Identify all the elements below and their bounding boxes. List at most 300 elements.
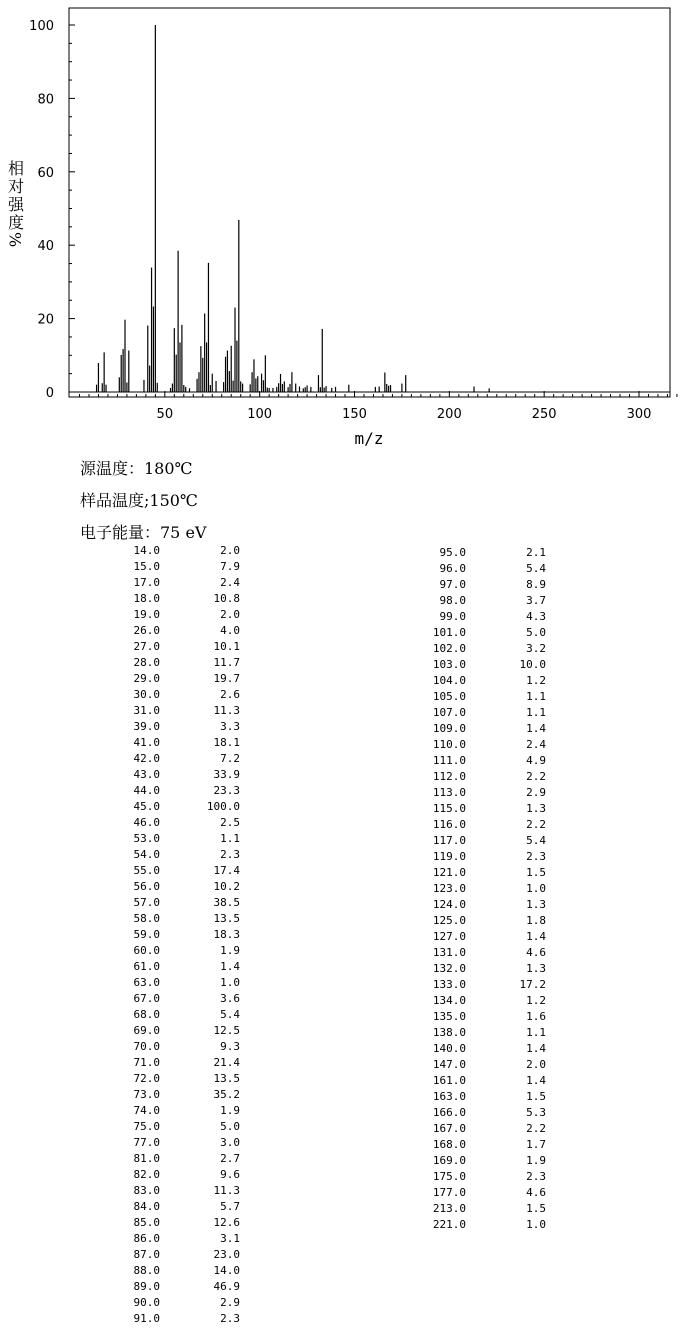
y-axis xyxy=(29,19,75,401)
peak-abundance: 4.6 xyxy=(526,946,546,959)
peak-mz: 138.0 xyxy=(432,1026,466,1039)
peak-row xyxy=(396,625,566,641)
peak-mz: 107.0 xyxy=(432,706,466,719)
peak-abundance: 4.6 xyxy=(526,1186,546,1199)
peak-abundance: 23.3 xyxy=(213,784,240,797)
peak-abundance: 2.2 xyxy=(526,818,546,831)
peak-mz: 177.0 xyxy=(432,1186,466,1199)
peak-abundance: 2.3 xyxy=(220,1312,240,1325)
peak-row xyxy=(396,1089,566,1105)
peak-row xyxy=(90,1055,260,1071)
peak-mz: 86.0 xyxy=(133,1232,160,1245)
peak-mz: 213.0 xyxy=(432,1202,466,1215)
peak-abundance: 11.7 xyxy=(213,656,240,669)
peak-mz: 30.0 xyxy=(133,688,160,701)
peak-row xyxy=(396,913,566,929)
peak-abundance: 2.1 xyxy=(526,546,546,559)
peak-abundance: 2.9 xyxy=(220,1296,240,1309)
peak-abundance: 13.5 xyxy=(213,912,240,925)
peak-abundance: 17.4 xyxy=(213,864,240,877)
peak-abundance: 2.0 xyxy=(220,544,240,557)
peak-mz: 105.0 xyxy=(432,690,466,703)
peak-row xyxy=(90,1167,260,1183)
peak-abundance: 9.3 xyxy=(220,1040,240,1053)
peak-row xyxy=(90,1135,260,1151)
peak-row xyxy=(396,1073,566,1089)
peak-mz: 163.0 xyxy=(432,1090,466,1103)
peak-row xyxy=(90,1023,260,1039)
peak-abundance: 4.0 xyxy=(220,624,240,637)
peak-row xyxy=(396,737,566,753)
x-tick-label: 250 xyxy=(531,407,557,422)
peak-row xyxy=(396,945,566,961)
peak-mz: 58.0 xyxy=(133,912,160,925)
peak-mz: 39.0 xyxy=(133,720,160,733)
peak-abundance: 1.1 xyxy=(526,706,546,719)
peak-abundance: 2.2 xyxy=(526,770,546,783)
peak-row xyxy=(396,1169,566,1185)
peak-mz: 67.0 xyxy=(133,992,160,1005)
peak-mz: 111.0 xyxy=(432,754,466,767)
peak-row xyxy=(90,639,260,655)
peak-abundance: 2.4 xyxy=(220,576,240,589)
peak-mz: 112.0 xyxy=(432,770,466,783)
peak-abundance: 1.9 xyxy=(220,1104,240,1117)
peak-row xyxy=(396,1009,566,1025)
peak-row xyxy=(90,591,260,607)
peak-row xyxy=(90,1087,260,1103)
peak-abundance: 10.8 xyxy=(213,592,240,605)
peak-mz: 102.0 xyxy=(432,642,466,655)
peak-abundance: 5.4 xyxy=(220,1008,240,1021)
peak-mz: 41.0 xyxy=(133,736,160,749)
peak-row xyxy=(90,607,260,623)
peak-abundance: 1.5 xyxy=(526,1202,546,1215)
peak-abundance: 3.0 xyxy=(220,1136,240,1149)
peak-row xyxy=(90,767,260,783)
peak-mz: 56.0 xyxy=(133,880,160,893)
peak-row xyxy=(396,769,566,785)
peak-abundance: 2.9 xyxy=(526,786,546,799)
peak-abundance: 1.3 xyxy=(526,962,546,975)
peak-abundance: 2.3 xyxy=(526,850,546,863)
peak-table-left xyxy=(90,543,260,1327)
peak-mz: 96.0 xyxy=(439,562,466,575)
peak-row xyxy=(90,543,260,559)
peak-mz: 140.0 xyxy=(432,1042,466,1055)
peak-row xyxy=(396,689,566,705)
peak-abundance: 10.0 xyxy=(519,658,546,671)
peak-row xyxy=(396,561,566,577)
peak-abundance: 2.2 xyxy=(526,1122,546,1135)
peak-mz: 115.0 xyxy=(432,802,466,815)
peak-abundance: 2.0 xyxy=(220,608,240,621)
peak-mz: 85.0 xyxy=(133,1216,160,1229)
peak-abundance: 21.4 xyxy=(213,1056,240,1069)
peak-abundance: 1.4 xyxy=(526,1042,546,1055)
peak-row xyxy=(396,929,566,945)
plot-frame xyxy=(69,8,670,397)
peak-row xyxy=(90,863,260,879)
peak-abundance: 18.1 xyxy=(213,736,240,749)
peak-row xyxy=(396,817,566,833)
peak-mz: 81.0 xyxy=(133,1152,160,1165)
peak-row xyxy=(396,657,566,673)
peak-abundance: 5.4 xyxy=(526,834,546,847)
peak-mz: 131.0 xyxy=(432,946,466,959)
peak-abundance: 12.5 xyxy=(213,1024,240,1037)
peak-mz: 60.0 xyxy=(133,944,160,957)
peak-mz: 161.0 xyxy=(432,1074,466,1087)
peak-row xyxy=(90,783,260,799)
peak-abundance: 1.1 xyxy=(220,832,240,845)
peak-mz: 27.0 xyxy=(133,640,160,653)
peak-abundance: 46.9 xyxy=(213,1280,240,1293)
mass-spectrum-chart xyxy=(0,0,680,460)
peak-mz: 91.0 xyxy=(133,1312,160,1325)
peak-mz: 169.0 xyxy=(432,1154,466,1167)
peak-abundance: 1.1 xyxy=(526,690,546,703)
peak-mz: 19.0 xyxy=(133,608,160,621)
peak-abundance: 9.6 xyxy=(220,1168,240,1181)
peak-row xyxy=(90,719,260,735)
peak-mz: 72.0 xyxy=(133,1072,160,1085)
peak-abundance: 1.4 xyxy=(220,960,240,973)
peak-row xyxy=(90,735,260,751)
peak-row xyxy=(90,959,260,975)
x-tick-label: 150 xyxy=(342,407,367,422)
peak-row xyxy=(396,577,566,593)
peak-abundance: 13.5 xyxy=(213,1072,240,1085)
peak-mz: 53.0 xyxy=(133,832,160,845)
peak-mz: 68.0 xyxy=(133,1008,160,1021)
peak-mz: 54.0 xyxy=(133,848,160,861)
y-tick-label: 20 xyxy=(37,312,54,328)
peak-abundance: 8.9 xyxy=(526,578,546,591)
peak-row xyxy=(90,623,260,639)
peak-row xyxy=(396,1041,566,1057)
peak-row xyxy=(396,593,566,609)
peak-mz: 95.0 xyxy=(439,546,466,559)
peak-abundance: 2.0 xyxy=(526,1058,546,1071)
peak-row xyxy=(396,705,566,721)
peak-row xyxy=(396,849,566,865)
peak-row xyxy=(90,879,260,895)
peak-row xyxy=(90,1263,260,1279)
peak-abundance: 4.9 xyxy=(526,754,546,767)
peak-row xyxy=(396,833,566,849)
peak-mz: 125.0 xyxy=(432,914,466,927)
peak-abundance: 5.7 xyxy=(220,1200,240,1213)
peak-abundance: 5.0 xyxy=(526,626,546,639)
y-tick-label: 80 xyxy=(37,92,54,108)
peak-row xyxy=(90,1247,260,1263)
peak-table-right xyxy=(396,545,566,1233)
peak-row xyxy=(396,1057,566,1073)
peak-row xyxy=(90,991,260,1007)
peak-row xyxy=(90,655,260,671)
peak-mz: 63.0 xyxy=(133,976,160,989)
peak-mz: 175.0 xyxy=(432,1170,466,1183)
peak-abundance: 1.1 xyxy=(526,1026,546,1039)
peak-mz: 99.0 xyxy=(439,610,466,623)
peak-row xyxy=(396,1025,566,1041)
peak-abundance: 2.3 xyxy=(220,848,240,861)
peak-row xyxy=(90,1279,260,1295)
peak-row xyxy=(90,575,260,591)
peak-row xyxy=(90,703,260,719)
peak-mz: 57.0 xyxy=(133,896,160,909)
peak-mz: 123.0 xyxy=(432,882,466,895)
peak-abundance: 4.3 xyxy=(526,610,546,623)
peak-mz: 101.0 xyxy=(432,626,466,639)
peak-abundance: 1.4 xyxy=(526,1074,546,1087)
peak-mz: 83.0 xyxy=(133,1184,160,1197)
peak-abundance: 2.5 xyxy=(220,816,240,829)
y-axis-label xyxy=(6,160,25,249)
peak-row xyxy=(90,671,260,687)
peak-mz: 46.0 xyxy=(133,816,160,829)
peak-row xyxy=(396,1137,566,1153)
peak-abundance: 1.0 xyxy=(526,1218,546,1231)
peak-row xyxy=(90,687,260,703)
peak-mz: 221.0 xyxy=(432,1218,466,1231)
peak-mz: 88.0 xyxy=(133,1264,160,1277)
peak-abundance: 3.1 xyxy=(220,1232,240,1245)
peak-mz: 132.0 xyxy=(432,962,466,975)
peak-abundance: 1.0 xyxy=(526,882,546,895)
peak-row xyxy=(90,943,260,959)
peak-abundance: 1.9 xyxy=(526,1154,546,1167)
peak-mz: 124.0 xyxy=(432,898,466,911)
peak-mz: 18.0 xyxy=(133,592,160,605)
peak-mz: 97.0 xyxy=(439,578,466,591)
peak-mz: 133.0 xyxy=(432,978,466,991)
peak-row xyxy=(90,1231,260,1247)
peak-row xyxy=(90,1295,260,1311)
peak-row xyxy=(90,911,260,927)
peak-abundance: 1.4 xyxy=(526,930,546,943)
peak-abundance: 1.9 xyxy=(220,944,240,957)
peak-mz: 104.0 xyxy=(432,674,466,687)
peak-abundance: 1.7 xyxy=(526,1138,546,1151)
peak-mz: 109.0 xyxy=(432,722,466,735)
peak-row xyxy=(90,1151,260,1167)
peak-abundance: 17.2 xyxy=(519,978,546,991)
peak-abundance: 1.8 xyxy=(526,914,546,927)
peak-abundance: 1.5 xyxy=(526,866,546,879)
peak-abundance: 23.0 xyxy=(213,1248,240,1261)
peak-mz: 26.0 xyxy=(133,624,160,637)
peak-mz: 59.0 xyxy=(133,928,160,941)
peak-row xyxy=(90,975,260,991)
peak-mz: 70.0 xyxy=(133,1040,160,1053)
peak-row xyxy=(396,1153,566,1169)
peak-row xyxy=(396,1121,566,1137)
y-tick-label: 0 xyxy=(45,386,54,401)
peak-mz: 31.0 xyxy=(133,704,160,717)
peak-abundance: 2.6 xyxy=(220,688,240,701)
x-axis-label: m/z xyxy=(354,429,384,448)
peak-abundance: 1.2 xyxy=(526,674,546,687)
peak-row xyxy=(396,785,566,801)
x-tick-label: 300 xyxy=(626,407,652,422)
peak-mz: 166.0 xyxy=(432,1106,466,1119)
peak-mz: 84.0 xyxy=(133,1200,160,1213)
y-tick-label: 60 xyxy=(37,165,54,181)
source-temperature: 源温度：180℃ xyxy=(80,459,193,478)
peak-row xyxy=(90,799,260,815)
peak-row xyxy=(396,993,566,1009)
peak-row xyxy=(90,751,260,767)
peak-abundance: 3.7 xyxy=(526,594,546,607)
peak-abundance: 1.3 xyxy=(526,898,546,911)
peak-mz: 45.0 xyxy=(133,800,160,813)
x-tick-label: 50 xyxy=(156,407,174,422)
peak-row xyxy=(90,1199,260,1215)
peak-mz: 98.0 xyxy=(439,594,466,607)
peak-mz: 28.0 xyxy=(133,656,160,669)
peak-abundance: 1.3 xyxy=(526,802,546,815)
spectrum-bars xyxy=(97,25,490,392)
peak-abundance: 14.0 xyxy=(213,1264,240,1277)
peak-abundance: 5.0 xyxy=(220,1120,240,1133)
peak-row xyxy=(90,1103,260,1119)
peak-mz: 113.0 xyxy=(432,786,466,799)
peak-abundance: 1.2 xyxy=(526,994,546,1007)
peak-mz: 135.0 xyxy=(432,1010,466,1023)
peak-mz: 87.0 xyxy=(133,1248,160,1261)
peak-row xyxy=(396,1217,566,1233)
peak-abundance: 100.0 xyxy=(206,800,240,813)
peak-row xyxy=(90,1311,260,1327)
peak-row xyxy=(396,609,566,625)
peak-row xyxy=(396,865,566,881)
peak-row xyxy=(396,1185,566,1201)
peak-mz: 74.0 xyxy=(133,1104,160,1117)
peak-mz: 147.0 xyxy=(432,1058,466,1071)
peak-row xyxy=(90,831,260,847)
peak-abundance: 11.3 xyxy=(213,1184,240,1197)
peak-row xyxy=(396,545,566,561)
peak-mz: 75.0 xyxy=(133,1120,160,1133)
peak-abundance: 1.4 xyxy=(526,722,546,735)
x-tick-label: 200 xyxy=(436,407,462,422)
peak-row xyxy=(90,559,260,575)
peak-mz: 167.0 xyxy=(432,1122,466,1135)
peak-abundance: 19.7 xyxy=(213,672,240,685)
electron-energy: 电子能量：75 eV xyxy=(80,523,207,542)
peak-row xyxy=(90,895,260,911)
peak-mz: 14.0 xyxy=(133,544,160,557)
peak-row xyxy=(396,961,566,977)
peak-row xyxy=(396,753,566,769)
x-axis xyxy=(69,391,677,422)
peak-row xyxy=(90,1119,260,1135)
y-tick-label: 100 xyxy=(29,19,54,34)
peak-abundance: 7.9 xyxy=(220,560,240,573)
peak-mz: 69.0 xyxy=(133,1024,160,1037)
peak-mz: 119.0 xyxy=(432,850,466,863)
peak-abundance: 3.2 xyxy=(526,642,546,655)
peak-mz: 116.0 xyxy=(432,818,466,831)
peak-row xyxy=(396,881,566,897)
y-axis-label-text: 相对强度% xyxy=(5,160,25,250)
peak-abundance: 18.3 xyxy=(213,928,240,941)
peak-mz: 61.0 xyxy=(133,960,160,973)
peak-mz: 73.0 xyxy=(133,1088,160,1101)
peak-mz: 15.0 xyxy=(133,560,160,573)
peak-abundance: 1.5 xyxy=(526,1090,546,1103)
peak-mz: 29.0 xyxy=(133,672,160,685)
peak-row xyxy=(90,1007,260,1023)
peak-mz: 43.0 xyxy=(133,768,160,781)
peak-abundance: 10.2 xyxy=(213,880,240,893)
peak-row xyxy=(396,1105,566,1121)
peak-abundance: 38.5 xyxy=(213,896,240,909)
peak-row xyxy=(90,815,260,831)
peak-abundance: 2.7 xyxy=(220,1152,240,1165)
peak-mz: 134.0 xyxy=(432,994,466,1007)
peak-mz: 121.0 xyxy=(432,866,466,879)
peak-mz: 127.0 xyxy=(432,930,466,943)
peak-mz: 44.0 xyxy=(133,784,160,797)
peak-mz: 55.0 xyxy=(133,864,160,877)
peak-mz: 89.0 xyxy=(133,1280,160,1293)
peak-abundance: 5.3 xyxy=(526,1106,546,1119)
y-tick-label: 40 xyxy=(37,239,54,255)
peak-row xyxy=(396,897,566,913)
peak-row xyxy=(90,927,260,943)
peak-row xyxy=(396,801,566,817)
peak-row xyxy=(90,1039,260,1055)
peak-row xyxy=(396,673,566,689)
peak-row xyxy=(90,1215,260,1231)
peak-row xyxy=(396,1201,566,1217)
peak-abundance: 33.9 xyxy=(213,768,240,781)
peak-abundance: 7.2 xyxy=(220,752,240,765)
sample-temperature: 样品温度;150℃ xyxy=(80,491,198,510)
peak-mz: 103.0 xyxy=(432,658,466,671)
peak-abundance: 10.1 xyxy=(213,640,240,653)
peak-mz: 71.0 xyxy=(133,1056,160,1069)
peak-mz: 77.0 xyxy=(133,1136,160,1149)
peak-row xyxy=(90,1183,260,1199)
peak-row xyxy=(90,847,260,863)
peak-mz: 117.0 xyxy=(432,834,466,847)
peak-abundance: 35.2 xyxy=(213,1088,240,1101)
peak-abundance: 11.3 xyxy=(213,704,240,717)
peak-row xyxy=(396,977,566,993)
peak-mz: 110.0 xyxy=(432,738,466,751)
peak-row xyxy=(396,721,566,737)
peak-row xyxy=(396,641,566,657)
peak-abundance: 5.4 xyxy=(526,562,546,575)
peak-mz: 90.0 xyxy=(133,1296,160,1309)
peak-abundance: 3.6 xyxy=(220,992,240,1005)
peak-abundance: 3.3 xyxy=(220,720,240,733)
peak-mz: 42.0 xyxy=(133,752,160,765)
x-tick-label: 100 xyxy=(247,407,273,422)
peak-mz: 168.0 xyxy=(432,1138,466,1151)
peak-mz: 82.0 xyxy=(133,1168,160,1181)
peak-mz: 17.0 xyxy=(133,576,160,589)
peak-abundance: 1.6 xyxy=(526,1010,546,1023)
peak-abundance: 2.3 xyxy=(526,1170,546,1183)
peak-abundance: 12.6 xyxy=(213,1216,240,1229)
peak-row xyxy=(90,1071,260,1087)
peak-abundance: 2.4 xyxy=(526,738,546,751)
